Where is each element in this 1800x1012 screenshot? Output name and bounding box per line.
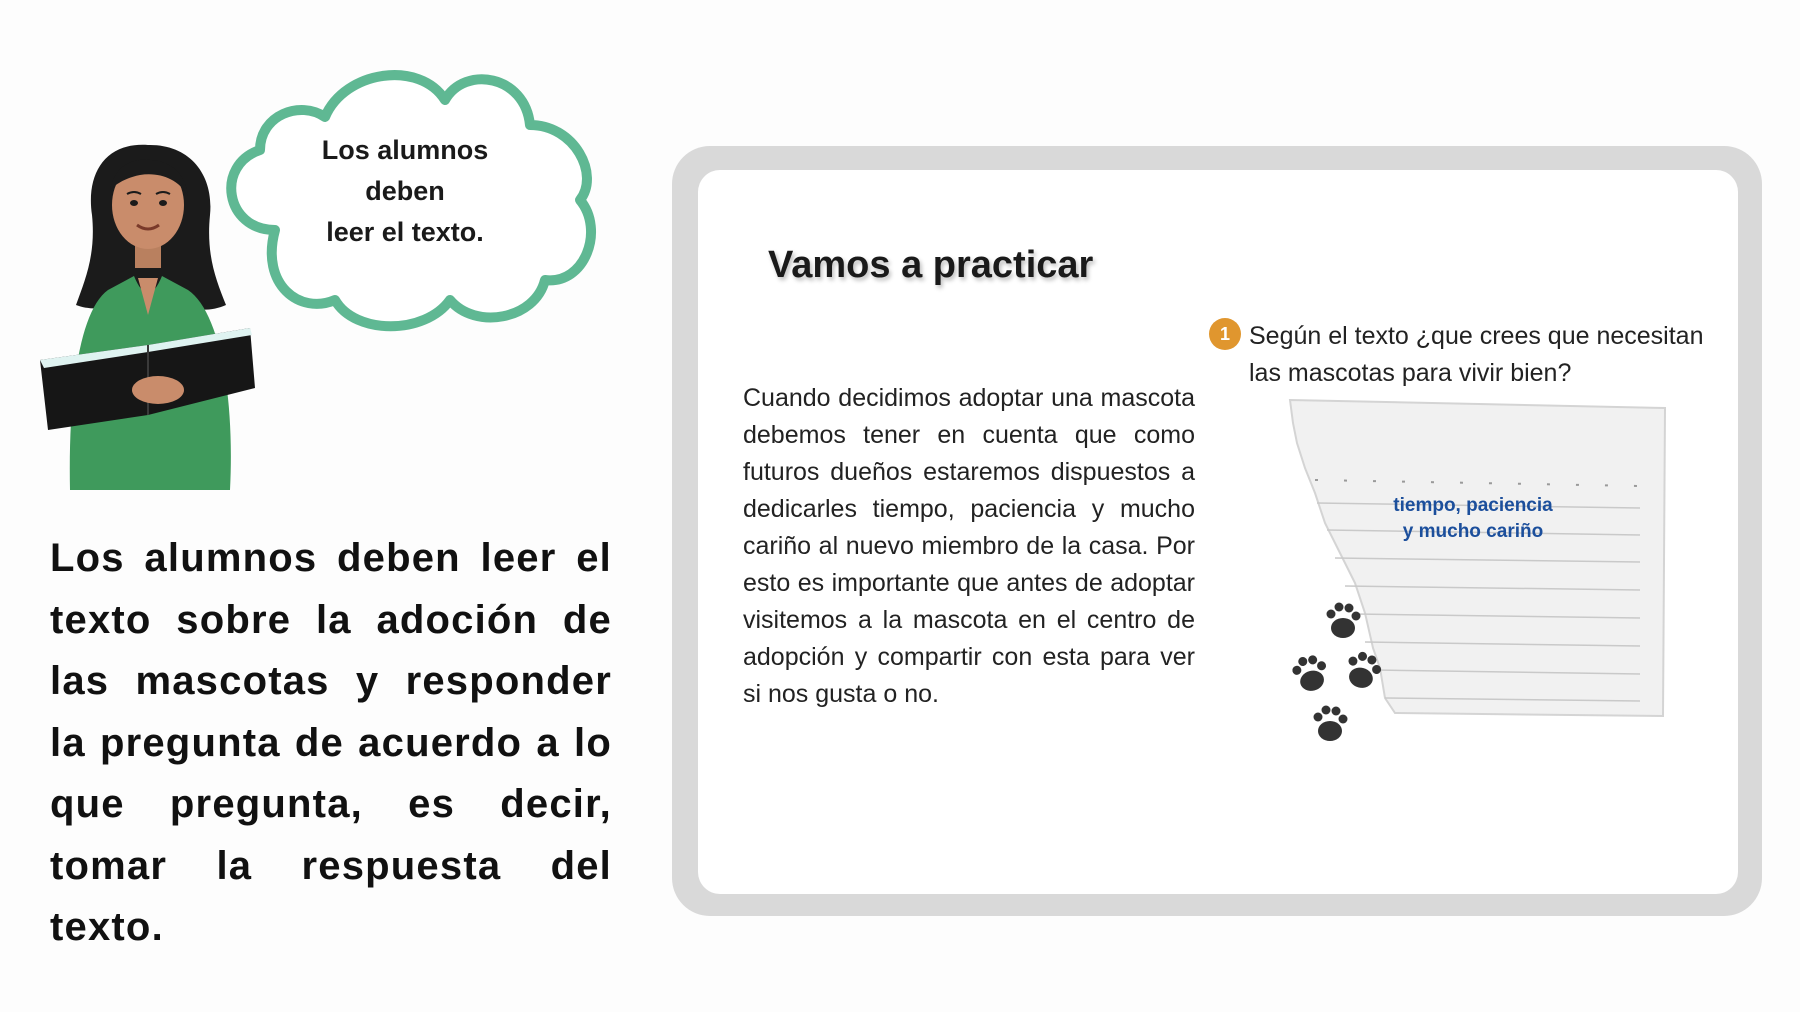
paw-prints-icon <box>1285 595 1395 745</box>
card-title: Vamos a practicar <box>768 244 1094 286</box>
question-text: Según el texto ¿que crees que necesitan las mascotas para vivir bien? <box>1249 322 1704 387</box>
speech-bubble-line: Los alumnos <box>321 135 489 165</box>
instructions-text: Los alumnos deben leer el texto sobre la adoción de las mascotas y responder la pregunta de acuerdo a lo que pregunta, es decir, tomar la respuesta del texto. <box>50 536 612 949</box>
reading-passage: Cuando decidimos adoptar una mascota debemos tener en cuenta que como futuros dueños estaremos dispuestos a dedicarles tiempo, paciencia y mucho cariño al nuevo miembro de la casa. Por esto es importante que antes de adoptar visitemos a la mascota en el centro de adopción y compartir con esta para ver si nos gusta o no. <box>743 384 1195 708</box>
answer-text <box>1378 493 1568 545</box>
question-number-badge: 1 <box>1209 318 1241 350</box>
answer-line: y mucho cariño <box>1402 521 1544 542</box>
speech-bubble-text <box>300 130 510 253</box>
speech-bubble-line: deben <box>365 176 445 206</box>
answer-line: tiempo, paciencia <box>1393 495 1553 516</box>
speech-bubble-line: leer el texto. <box>326 217 484 247</box>
